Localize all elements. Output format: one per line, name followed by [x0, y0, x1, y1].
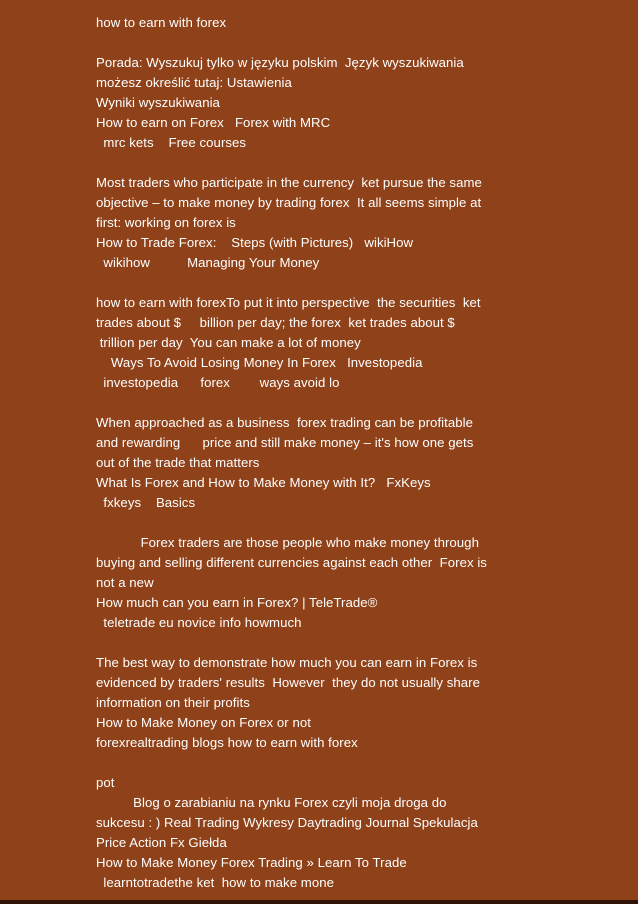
result-snippet-line: first: working on forex is	[96, 215, 236, 230]
result-snippet-line: how to earn with forexTo put it into perspective the securities ket	[96, 295, 481, 310]
result-snippet-line: objective – to make money by trading forex It all seems simple at	[96, 195, 482, 210]
result-title: How to Make Money on Forex or not	[96, 715, 311, 730]
result-snippet-line: buying and selling different currencies against each other Forex is	[96, 555, 487, 570]
result-snippet-line: The best way to demonstrate how much you can earn in Forex is	[96, 655, 478, 670]
spacer	[96, 273, 536, 293]
result-snippet-line: and rewarding price and still make money – it's how one gets	[96, 435, 474, 450]
result-snippet-line: evidenced by traders' results However they do not usually share	[96, 675, 481, 690]
result-snippet-line: Price Action Fx Giełda	[96, 835, 227, 850]
result-snippet-line: trillion per day You can make a lot of money	[96, 335, 361, 350]
search-tip-line: możesz określić tutaj: Ustawienia	[96, 75, 292, 90]
result-url: wikihow Managing Your Money	[96, 255, 320, 270]
document-content	[96, 13, 536, 893]
result-snippet-line: pot	[96, 775, 115, 790]
result-snippet-line: sukcesu : ) Real Trading Wykresy Daytrading Journal Spekulacja	[96, 815, 478, 830]
result-title: How much can you earn in Forex? | TeleTrade®	[96, 595, 378, 610]
result-url: fxkeys Basics	[96, 495, 196, 510]
result-snippet-line: Forex traders are those people who make money through	[96, 535, 479, 550]
spacer	[96, 753, 536, 773]
result-title: How to Trade Forex: Steps (with Pictures) wikiHow	[96, 235, 414, 250]
document-title: how to earn with forex	[96, 15, 227, 30]
result-title: How to earn on Forex Forex with MRC	[96, 115, 331, 130]
result-snippet-line: When approached as a business forex trading can be profitable	[96, 415, 473, 430]
result-url: learntotradethe ket how to make mone	[96, 875, 334, 890]
result-snippet-line: trades about $ billion per day; the forex ket trades about $	[96, 315, 455, 330]
result-url: teletrade eu novice info howmuch	[96, 615, 302, 630]
result-url: mrc kets Free courses	[96, 135, 247, 150]
spacer	[96, 633, 536, 653]
spacer	[96, 33, 536, 53]
result-snippet-line: out of the trade that matters	[96, 455, 260, 470]
result-title: Ways To Avoid Losing Money In Forex Investopedia	[96, 355, 423, 370]
page-bottom-edge	[0, 900, 638, 904]
result-url: investopedia forex ways avoid lo	[96, 375, 340, 390]
spacer	[96, 513, 536, 533]
result-snippet-line: not a new	[96, 575, 154, 590]
result-snippet-line: Most traders who participate in the currency ket pursue the same	[96, 175, 482, 190]
result-title: How to Make Money Forex Trading » Learn To Trade	[96, 855, 407, 870]
search-results-heading: Wyniki wyszukiwania	[96, 95, 220, 110]
spacer	[96, 153, 536, 173]
spacer	[96, 393, 536, 413]
result-snippet-line: information on their profits	[96, 695, 250, 710]
search-tip-line: Porada: Wyszukuj tylko w języku polskim Język wyszukiwania	[96, 55, 464, 70]
result-title: What Is Forex and How to Make Money with It? FxKeys	[96, 475, 431, 490]
result-snippet-line: Blog o zarabianiu na rynku Forex czyli moja droga do	[96, 795, 447, 810]
result-url: forexrealtrading blogs how to earn with forex	[96, 735, 358, 750]
